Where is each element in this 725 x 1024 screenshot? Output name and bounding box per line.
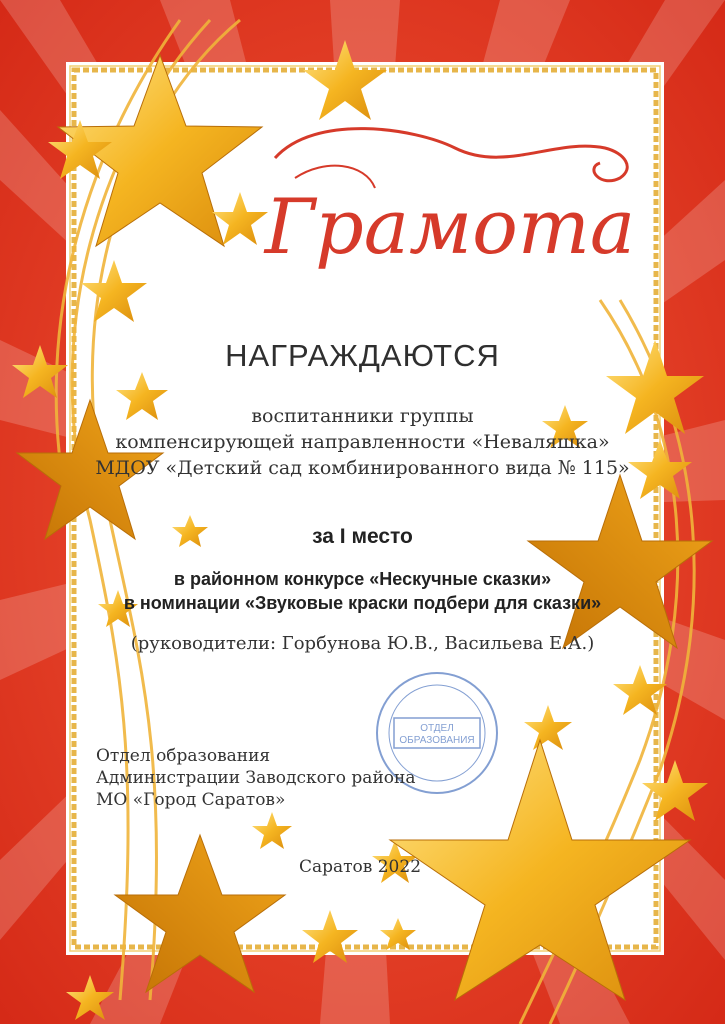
leaders-line: (руководители: Горбунова Ю.В., Васильева Е.А.): [130, 633, 595, 654]
recipient-line-3: МДОУ «Детский сад комбинированного вида № 115»: [95, 457, 630, 479]
contest-line-1: в районном конкурсе «Нескучные сказки»: [173, 569, 552, 589]
award-place: за I место: [312, 525, 413, 548]
certificate-title: [255, 118, 645, 278]
contest-line-2: в номинации «Звуковые краски подбери для сказки»: [123, 593, 602, 613]
city-year: Саратов 2022: [298, 857, 422, 877]
award-heading: НАГРАЖДАЮТСЯ: [225, 338, 500, 373]
stamp-text-1: ОТДЕЛ: [420, 723, 454, 734]
title-flourish: [255, 118, 645, 278]
stamp-text-2: ОБРАЗОВАНИЯ: [399, 735, 475, 746]
issuer-line-3: МО «Город Саратов»: [96, 790, 286, 810]
issuer-line-1: Отдел образования: [96, 746, 271, 766]
issuer-block: [96, 745, 426, 811]
title-text: Грамота: [264, 182, 636, 271]
recipient-line-2: компенсирующей направленности «Неваляшка»: [115, 431, 610, 453]
issuer-line-2: Администрации Заводского района: [96, 768, 416, 788]
recipient-line-1: воспитанники группы: [251, 405, 474, 427]
